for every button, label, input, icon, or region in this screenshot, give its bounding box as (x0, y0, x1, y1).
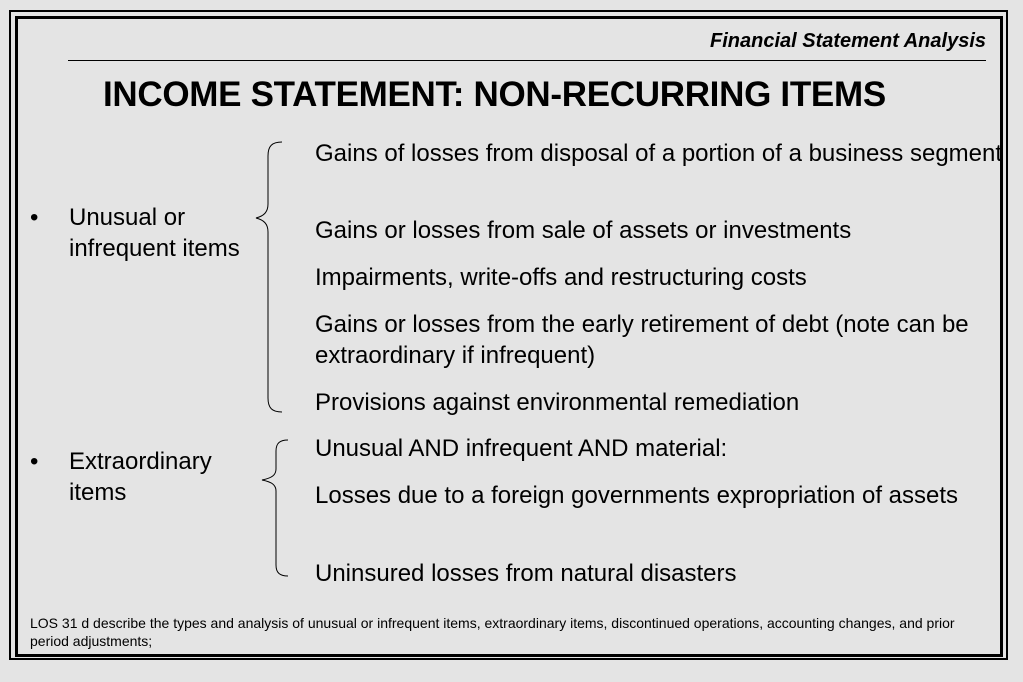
bullet-label: Unusual or infrequent items (69, 204, 240, 262)
bullet-symbol: • (30, 204, 39, 231)
item-expropriation: Losses due to a foreign governments expropriation of assets (315, 482, 959, 509)
item-impairments: Impairments, write-offs and restructuring costs (315, 264, 807, 291)
item-sale-assets: Gains or losses from sale of assets or investments (315, 217, 852, 244)
bullet-symbol: • (30, 448, 39, 475)
item-early-retirement-debt: Gains or losses from the early retirement of debt (note can be extraordinary if infrequent) (315, 311, 969, 369)
bullet-unusual-infrequent (30, 202, 270, 272)
bullet-label: Extraordinary items (69, 448, 212, 506)
header-divider (68, 60, 986, 61)
bullet-extraordinary (30, 446, 270, 516)
left-brace-extraordinary-icon (254, 437, 294, 581)
item-natural-disasters: Uninsured losses from natural disasters (315, 560, 737, 587)
left-brace-unusual-icon (248, 140, 288, 415)
item-disposal-segment: Gains of losses from disposal of a portion of a business segment (315, 140, 1003, 167)
learning-outcome-statement: LOS 31 d describe the types and analysis of unusual or infrequent items, extraordinary items, discontinued operations, accounting changes, and prior period adjustments; (30, 615, 955, 649)
course-header: Financial Statement Analysis (709, 30, 986, 52)
item-environmental: Provisions against environmental remediation (315, 389, 800, 416)
item-unusual-and-infrequent: Unusual AND infrequent AND material: (315, 435, 728, 462)
slide-title: INCOME STATEMENT: NON-RECURRING ITEMS (103, 75, 886, 114)
